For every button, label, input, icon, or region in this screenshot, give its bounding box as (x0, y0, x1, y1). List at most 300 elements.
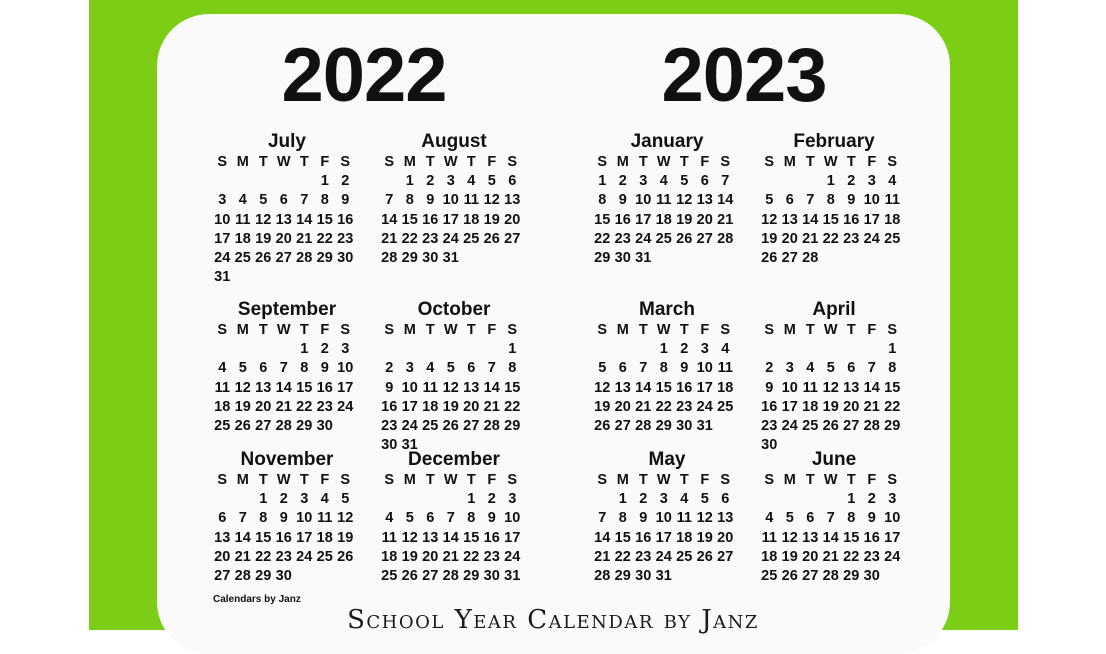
day-cell: 2 (385, 360, 394, 377)
day-grid (592, 471, 742, 586)
weekday-label: W (823, 154, 838, 170)
day-cell: 9 (867, 510, 876, 527)
empty-cell (800, 172, 821, 191)
day-cell: 7 (598, 510, 607, 527)
day-cell: 15 (884, 379, 901, 396)
day-cell: 10 (214, 211, 231, 228)
day-cell: 11 (676, 510, 692, 527)
month-name: September (237, 299, 337, 320)
day-cell: 3 (508, 491, 517, 508)
day-cell: 2 (320, 341, 329, 358)
day-cell: 8 (467, 510, 476, 527)
day-cell: 13 (802, 529, 819, 546)
day-cell: 5 (405, 510, 414, 527)
day-cell: 5 (259, 192, 268, 209)
day-cell: 16 (483, 529, 500, 546)
day-cell: 1 (405, 173, 414, 190)
day-cell: 12 (594, 379, 611, 396)
day-cell: 5 (700, 491, 709, 508)
day-cell: 10 (337, 360, 354, 377)
day-cell: 10 (863, 192, 880, 209)
day-cell: 8 (259, 510, 268, 527)
empty-cell (821, 490, 842, 509)
empty-cell (212, 340, 233, 359)
month-february (759, 131, 909, 268)
day-grid (759, 153, 909, 268)
day-cell: 13 (275, 211, 292, 228)
day-cell: 29 (504, 417, 521, 434)
month-name: June (811, 449, 857, 470)
day-cell: 11 (381, 529, 397, 546)
day-cell: 3 (405, 360, 414, 377)
day-cell: 26 (761, 249, 778, 266)
empty-cell (759, 490, 780, 509)
day-cell: 23 (635, 548, 652, 565)
day-cell: 21 (863, 398, 880, 415)
weekday-label: S (887, 472, 898, 488)
month-name: February (793, 131, 875, 152)
day-cell: 4 (680, 491, 689, 508)
day-cell: 22 (316, 230, 333, 247)
day-cell: 27 (781, 249, 798, 266)
day-cell: 12 (255, 211, 272, 228)
day-cell: 26 (676, 230, 693, 247)
weekday-label: T (299, 154, 309, 170)
day-cell: 2 (618, 173, 627, 190)
day-cell: 28 (275, 417, 292, 434)
day-cell: 2 (341, 173, 350, 190)
day-cell: 24 (635, 230, 652, 247)
footer-title: School Year Calendar by Janz (347, 605, 759, 635)
day-cell: 4 (806, 360, 815, 377)
day-cell: 22 (614, 548, 631, 565)
day-cell: 22 (401, 230, 418, 247)
day-cell: 17 (214, 230, 231, 247)
year-2023: 2023 (661, 33, 827, 118)
day-cell: 19 (483, 211, 500, 228)
day-cell: 31 (214, 269, 231, 286)
weekday-label: T (805, 154, 815, 170)
day-cell: 7 (446, 510, 455, 527)
day-cell: 4 (426, 360, 435, 377)
day-cell: 23 (275, 548, 292, 565)
day-cell: 19 (822, 398, 839, 415)
day-cell: 6 (847, 360, 856, 377)
day-cell: 19 (761, 230, 778, 247)
day-cell: 30 (483, 567, 500, 584)
day-cell: 16 (422, 211, 439, 228)
day-cell: 23 (863, 548, 880, 565)
weekday-label: F (867, 154, 877, 170)
empty-cell (212, 490, 233, 509)
day-cell: 12 (234, 379, 251, 396)
day-cell: 12 (401, 529, 418, 546)
day-cell: 24 (214, 249, 231, 266)
day-grid (379, 321, 529, 455)
day-cell: 19 (337, 529, 354, 546)
day-cell: 13 (717, 510, 734, 527)
day-cell: 19 (676, 211, 693, 228)
day-cell: 27 (696, 230, 713, 247)
weekday-label: S (720, 472, 731, 488)
day-cell: 2 (639, 491, 648, 508)
day-cell: 4 (467, 173, 476, 190)
day-cell: 3 (341, 341, 350, 358)
day-cell: 3 (446, 173, 455, 190)
day-cell: 28 (483, 417, 500, 434)
weekday-label: F (867, 322, 877, 338)
weekday-label: S (764, 472, 775, 488)
weekday-label: S (384, 322, 395, 338)
day-cell: 25 (717, 398, 734, 415)
day-cell: 15 (316, 211, 333, 228)
day-cell: 23 (483, 548, 500, 565)
day-cell: 23 (422, 230, 439, 247)
day-cell: 4 (385, 510, 394, 527)
day-cell: 27 (422, 567, 439, 584)
day-cell: 13 (463, 379, 480, 396)
day-cell: 8 (598, 192, 607, 209)
day-cell: 5 (598, 360, 607, 377)
day-cell: 11 (463, 192, 479, 209)
day-cell: 21 (442, 548, 459, 565)
empty-cell (592, 340, 613, 359)
day-cell: 4 (888, 173, 897, 190)
day-cell: 5 (238, 360, 247, 377)
weekday-label: F (700, 154, 710, 170)
day-cell: 31 (442, 249, 459, 266)
day-cell: 17 (635, 211, 652, 228)
day-cell: 11 (884, 192, 900, 209)
day-grid (379, 471, 529, 586)
weekday-label: T (466, 472, 476, 488)
empty-cell (461, 340, 482, 359)
day-cell: 9 (847, 192, 856, 209)
day-cell: 12 (483, 192, 500, 209)
weekday-label: W (656, 322, 671, 338)
day-cell: 7 (300, 192, 309, 209)
weekday-label: T (805, 322, 815, 338)
day-cell: 20 (463, 398, 480, 415)
weekday-label: S (384, 472, 395, 488)
day-cell: 6 (785, 192, 794, 209)
day-cell: 28 (635, 417, 652, 434)
day-cell: 29 (884, 417, 901, 434)
day-cell: 26 (401, 567, 418, 584)
day-cell: 20 (696, 211, 713, 228)
day-cell: 28 (822, 567, 839, 584)
day-cell: 18 (884, 211, 901, 228)
weekday-label: T (466, 322, 476, 338)
day-cell: 18 (214, 398, 231, 415)
day-cell: 14 (717, 192, 734, 209)
month-name: March (639, 299, 695, 320)
day-cell: 18 (234, 230, 251, 247)
day-cell: 30 (337, 249, 354, 266)
day-cell: 27 (275, 249, 292, 266)
day-cell: 10 (635, 192, 652, 209)
empty-cell (379, 340, 400, 359)
empty-cell (420, 490, 441, 509)
day-cell: 27 (717, 548, 734, 565)
day-cell: 9 (385, 379, 394, 396)
empty-cell (379, 490, 400, 509)
day-cell: 13 (696, 192, 713, 209)
day-cell: 6 (426, 510, 435, 527)
day-cell: 27 (463, 417, 480, 434)
day-cell: 12 (442, 379, 459, 396)
day-cell: 1 (847, 491, 856, 508)
day-cell: 29 (401, 249, 418, 266)
day-cell: 9 (426, 192, 435, 209)
day-cell: 15 (504, 379, 521, 396)
day-cell: 11 (761, 529, 777, 546)
day-cell: 24 (442, 230, 459, 247)
day-grid (379, 153, 529, 268)
day-cell: 22 (884, 398, 901, 415)
day-cell: 5 (680, 173, 689, 190)
day-cell: 5 (446, 360, 455, 377)
weekday-label: T (846, 322, 856, 338)
day-cell: 1 (826, 173, 835, 190)
day-cell: 24 (337, 398, 354, 415)
day-cell: 26 (696, 548, 713, 565)
day-cell: 28 (717, 230, 734, 247)
day-cell: 7 (721, 173, 730, 190)
weekday-label: W (443, 472, 458, 488)
day-grid (759, 321, 909, 455)
day-cell: 20 (781, 230, 798, 247)
day-cell: 7 (279, 360, 288, 377)
day-cell: 2 (847, 173, 856, 190)
day-cell: 6 (806, 510, 815, 527)
weekday-label: M (403, 472, 416, 488)
empty-cell (274, 340, 295, 359)
day-cell: 14 (275, 379, 292, 396)
weekday-label: T (258, 472, 268, 488)
weekday-label: W (443, 154, 458, 170)
day-cell: 15 (255, 529, 272, 546)
month-name: May (648, 449, 686, 470)
day-cell: 24 (781, 417, 798, 434)
day-cell: 30 (275, 567, 292, 584)
day-cell: 29 (614, 567, 631, 584)
day-cell: 28 (296, 249, 313, 266)
empty-cell (780, 172, 801, 191)
day-cell: 19 (255, 230, 272, 247)
weekday-label: W (823, 472, 838, 488)
weekday-label: T (425, 322, 435, 338)
day-cell: 3 (888, 491, 897, 508)
day-grid (759, 471, 909, 586)
day-cell: 16 (843, 211, 860, 228)
day-cell: 23 (381, 417, 398, 434)
day-cell: 24 (296, 548, 313, 565)
day-cell: 3 (867, 173, 876, 190)
weekday-label: T (638, 154, 648, 170)
weekday-label: F (320, 322, 330, 338)
day-cell: 13 (504, 192, 521, 209)
empty-cell (800, 340, 821, 359)
day-cell: 21 (594, 548, 611, 565)
weekday-label: M (616, 154, 629, 170)
month-march (592, 299, 742, 436)
day-cell: 9 (765, 379, 774, 396)
month-september (212, 299, 362, 436)
weekday-label: T (638, 472, 648, 488)
day-cell: 29 (255, 567, 272, 584)
empty-cell (379, 172, 400, 191)
day-cell: 3 (300, 491, 309, 508)
empty-cell (253, 340, 274, 359)
empty-cell (633, 340, 654, 359)
day-cell: 20 (802, 548, 819, 565)
day-cell: 30 (614, 249, 631, 266)
day-cell: 5 (826, 360, 835, 377)
day-cell: 25 (234, 249, 251, 266)
day-cell: 3 (700, 341, 709, 358)
day-cell: 31 (401, 437, 418, 454)
day-cell: 31 (696, 417, 713, 434)
day-cell: 21 (296, 230, 313, 247)
weekday-label: M (783, 322, 796, 338)
day-cell: 29 (655, 417, 672, 434)
day-cell: 31 (635, 249, 652, 266)
day-cell: 5 (785, 510, 794, 527)
day-cell: 14 (822, 529, 839, 546)
day-cell: 6 (279, 192, 288, 209)
day-cell: 4 (238, 192, 247, 209)
weekday-label: T (258, 154, 268, 170)
weekday-label: T (679, 154, 689, 170)
day-cell: 3 (218, 192, 227, 209)
day-cell: 18 (463, 211, 480, 228)
day-cell: 20 (504, 211, 521, 228)
day-cell: 22 (822, 230, 839, 247)
month-name: August (421, 131, 487, 152)
day-cell: 27 (504, 230, 521, 247)
day-cell: 9 (320, 360, 329, 377)
weekday-label: S (217, 322, 228, 338)
day-cell: 26 (483, 230, 500, 247)
day-cell: 14 (863, 379, 880, 396)
day-cell: 16 (316, 379, 333, 396)
day-cell: 7 (385, 192, 394, 209)
day-cell: 17 (655, 529, 672, 546)
day-cell: 11 (802, 379, 818, 396)
weekday-label: M (236, 472, 249, 488)
empty-cell (441, 490, 462, 509)
weekday-label: S (340, 322, 351, 338)
empty-cell (294, 172, 315, 191)
day-cell: 4 (320, 491, 329, 508)
day-cell: 6 (508, 173, 517, 190)
day-cell: 8 (826, 192, 835, 209)
weekday-label: M (783, 472, 796, 488)
weekday-label: M (403, 322, 416, 338)
year-2022: 2022 (281, 33, 447, 118)
month-october (379, 299, 529, 455)
day-cell: 22 (504, 398, 521, 415)
day-cell: 9 (618, 192, 627, 209)
month-name: January (630, 131, 704, 152)
day-cell: 1 (618, 491, 627, 508)
day-cell: 24 (655, 548, 672, 565)
day-cell: 24 (863, 230, 880, 247)
day-cell: 20 (614, 398, 631, 415)
day-cell: 19 (234, 398, 251, 415)
day-cell: 31 (504, 567, 521, 584)
month-january (592, 131, 742, 268)
day-cell: 21 (275, 398, 292, 415)
day-cell: 21 (381, 230, 398, 247)
weekday-label: F (487, 472, 497, 488)
day-cell: 11 (317, 510, 333, 527)
month-name: July (267, 131, 307, 152)
weekday-label: M (236, 154, 249, 170)
weekday-label: F (320, 154, 330, 170)
day-cell: 10 (655, 510, 672, 527)
day-cell: 10 (696, 360, 713, 377)
day-cell: 29 (463, 567, 480, 584)
weekday-label: T (425, 154, 435, 170)
day-cell: 2 (765, 360, 774, 377)
day-cell: 25 (422, 417, 439, 434)
weekday-label: S (597, 472, 608, 488)
weekday-label: F (700, 472, 710, 488)
day-cell: 6 (218, 510, 227, 527)
empty-cell (482, 340, 503, 359)
day-cell: 18 (761, 548, 778, 565)
day-cell: 7 (826, 510, 835, 527)
day-cell: 21 (635, 398, 652, 415)
day-cell: 1 (508, 341, 517, 358)
day-cell: 27 (614, 417, 631, 434)
month-may (592, 449, 742, 586)
empty-cell (821, 340, 842, 359)
day-cell: 13 (843, 379, 860, 396)
day-cell: 1 (300, 341, 309, 358)
day-cell: 14 (296, 211, 313, 228)
day-cell: 15 (594, 211, 611, 228)
day-cell: 14 (635, 379, 652, 396)
day-cell: 9 (279, 510, 288, 527)
day-cell: 16 (635, 529, 652, 546)
day-cell: 31 (655, 567, 672, 584)
weekday-label: T (679, 322, 689, 338)
day-cell: 12 (337, 510, 354, 527)
weekday-label: T (258, 322, 268, 338)
day-cell: 17 (781, 398, 798, 415)
day-cell: 23 (614, 230, 631, 247)
day-cell: 27 (843, 417, 860, 434)
day-cell: 8 (320, 192, 329, 209)
day-cell: 17 (337, 379, 354, 396)
day-cell: 11 (235, 211, 251, 228)
day-cell: 14 (802, 211, 819, 228)
month-november (212, 449, 362, 586)
weekday-label: M (616, 472, 629, 488)
month-name: April (812, 299, 856, 320)
weekday-label: T (679, 472, 689, 488)
day-cell: 10 (504, 510, 521, 527)
month-july (212, 131, 362, 287)
weekday-label: S (384, 154, 395, 170)
day-cell: 25 (802, 417, 819, 434)
day-cell: 8 (847, 510, 856, 527)
day-cell: 5 (341, 491, 350, 508)
day-cell: 9 (639, 510, 648, 527)
